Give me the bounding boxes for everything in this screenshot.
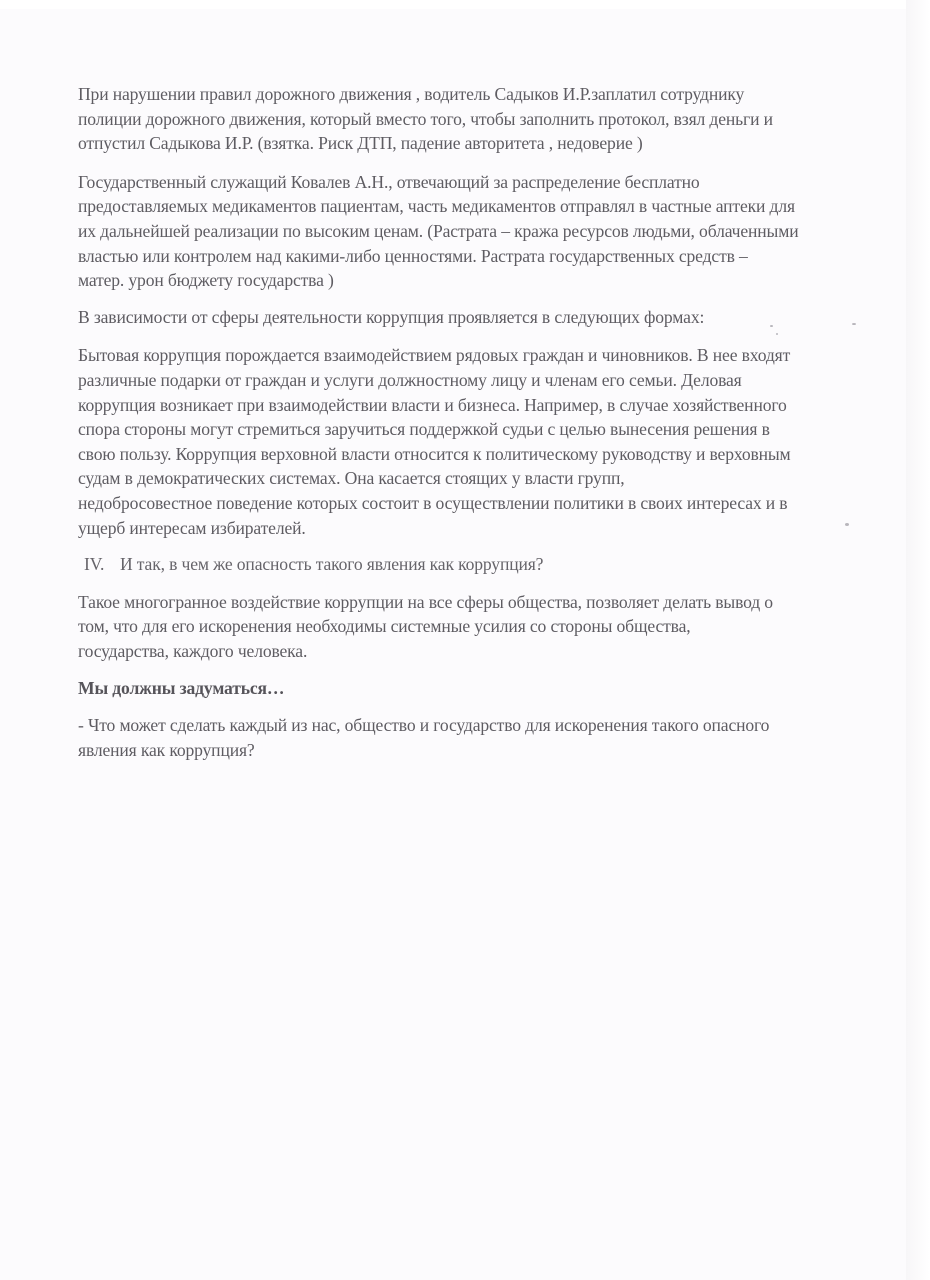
paragraph-question (78, 713, 848, 762)
text-line: их дальнейшей реализации по высоким ценам. (Растрата – кража ресурсов людьми, облаченными (78, 220, 799, 241)
text-line: Государственный служащий Ковалев А.Н., отвечающий за распределение бесплатно (78, 171, 700, 192)
section-title: И так, в чем же опасность такого явления как коррупция? (120, 554, 544, 575)
text-line: судам в демократических системах. Она касается стоящих у власти групп, (78, 468, 625, 489)
text-line: полиции дорожного движения, который вместо того, чтобы заполнить протокол, взял деньги и (78, 108, 773, 129)
scan-speck (776, 333, 778, 335)
text-line: Бытовая коррупция порождается взаимодействием рядовых граждан и чиновников. В нее входят (78, 345, 791, 366)
text-line: - Что может сделать каждый из нас, общество и государство для искоренения такого опасного (78, 715, 770, 736)
document-page (78, 82, 848, 775)
scan-speck (845, 523, 849, 526)
paragraph-embezzlement-example (78, 170, 848, 293)
paragraph-bribery-example (78, 82, 848, 156)
text-line: явления как коррупция? (78, 739, 255, 760)
text-line: государства, каждого человека. (78, 640, 308, 661)
text-line: спора стороны могут стремиться заручиться поддержкой судьи с целью вынесения решения в (78, 419, 770, 440)
paragraph-forms-of-corruption (78, 343, 848, 540)
text-line: отпустил Садыкова И.Р. (взятка. Риск ДТП, падение авторитета , недоверие ) (78, 133, 643, 154)
text-line: недобросовестное поведение которых состоит в осуществлении политики в своих интересах и в (78, 492, 788, 513)
paragraph-conclusion (78, 590, 848, 664)
scan-speck (852, 323, 856, 325)
scan-edge-right (906, 0, 930, 1280)
text-line: различные подарки от граждан и услуги должностному лицу и членам его семьи. Деловая (78, 369, 742, 390)
text-line: коррупция возникает при взаимодействии власти и бизнеса. Например, в случае хозяйственного (78, 394, 787, 415)
text-line: властью или контролем над какими-либо ценностями. Растрата государственных средств – (78, 245, 748, 266)
text-line: ущерб интересам избирателей. (78, 517, 306, 538)
section-iv-heading (84, 552, 848, 577)
text-line: том, что для его искоренения необходимы системные усилия со стороны общества, (78, 616, 691, 637)
paragraph-forms-intro (78, 305, 848, 330)
text-line: матер. урон бюджету государства ) (78, 270, 334, 291)
text-line: свою пользу. Коррупция верховной власти относится к политическому руководству и верховным (78, 443, 791, 464)
reflection-heading: Мы должны задуматься… (78, 678, 285, 699)
text-line: предоставляемых медикаментов пациентам, часть медикаментов отправлял в частные аптеки для (78, 196, 795, 217)
section-number: IV. (84, 554, 105, 575)
text-line: При нарушении правил дорожного движения , водитель Садыков И.Р.заплатил сотруднику (78, 84, 745, 104)
scan-edge-top (0, 0, 930, 9)
scan-speck (770, 325, 773, 327)
text-line: В зависимости от сферы деятельности коррупция проявляется в следующих формах: (78, 306, 705, 327)
text-line: Такое многогранное воздействие коррупции на все сферы общества, позволяет делать вывод о (78, 591, 773, 612)
